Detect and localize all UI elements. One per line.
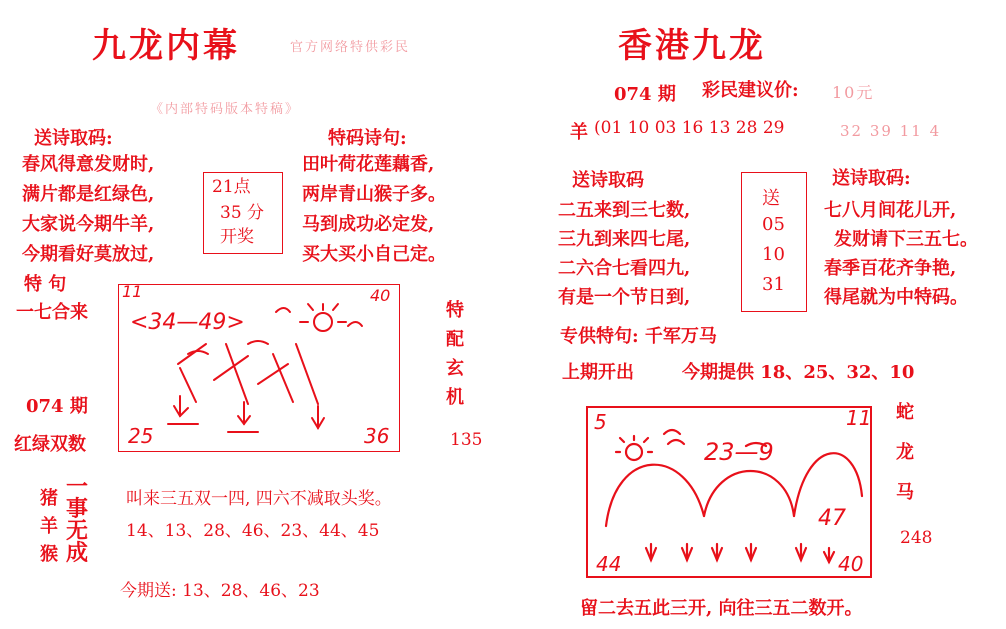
left-side-char: 特 [446, 300, 464, 321]
right-side-char: 蛇 [896, 402, 914, 423]
right-poem-a-line: 二五来到三七数, [558, 200, 691, 221]
right-box-values [762, 184, 785, 304]
left-period: 074 期 [26, 396, 88, 417]
right-sketch-middle: 23—9 [704, 438, 774, 466]
zodiac-item: 猪 [40, 488, 58, 509]
right-poem-b-line: 七八月间花儿开, [824, 200, 957, 221]
right-provide-line: 今期提供 18、25、32、10 [682, 362, 915, 383]
left-poem-b [302, 150, 446, 270]
left-side-char: 机 [446, 387, 464, 408]
right-poem-a [558, 196, 690, 312]
left-poem-a-line: 满片都是红绿色, [22, 184, 155, 205]
right-box-value: 05 [762, 214, 785, 235]
right-special-line: 专供特句: 千军万马 [560, 326, 717, 347]
left-poem-a [22, 150, 154, 270]
right-box-value: 送 [762, 188, 780, 209]
zodiac-item: 猴 [40, 544, 58, 565]
left-poem-a-line: 春风得意发财时, [22, 154, 155, 175]
right-poem-b [824, 196, 978, 312]
sheep-numbers: (01 10 03 16 13 28 29 [594, 118, 785, 138]
stamp-char: 一 [66, 474, 89, 500]
right-box-value: 10 [762, 244, 785, 265]
draw-time-hour: 21点 [212, 177, 251, 197]
right-side-char: 龙 [896, 442, 914, 463]
left-title: 九龙内幕 [92, 26, 240, 66]
left-side-char: 配 [446, 329, 464, 350]
right-sketch-right-num: 47 [818, 506, 846, 531]
left-sketch-corner-bl: 25 [128, 424, 154, 448]
call-line: 叫来三五双一四, 四六不减取头奖。 [126, 489, 392, 509]
left-sketch-range: <34—49> [130, 310, 245, 335]
right-period: 074 期 [614, 84, 676, 105]
right-poem-a-line: 三九到来四七尾, [558, 229, 691, 250]
zodiac-list [40, 484, 58, 568]
right-poem-b-header: 送诗取码: [832, 168, 911, 189]
draw-time-label: 开奖 [220, 227, 254, 247]
right-poem-a-line: 有是一个节日到, [558, 287, 691, 308]
zodiac-item: 羊 [40, 516, 58, 537]
right-box-value: 31 [762, 274, 785, 295]
right-last-label: 上期开出 [562, 362, 634, 383]
stamp-char: 成 [66, 540, 89, 566]
left-side-char: 玄 [446, 358, 464, 379]
right-sketch-corner-tl: 5 [594, 410, 607, 434]
right-side-char: 马 [896, 482, 914, 503]
right-poem-b-line: 得尾就为中特码。 [824, 287, 968, 308]
left-poem-b-line: 两岸青山猴子多。 [302, 184, 446, 205]
right-title: 香港九龙 [618, 26, 766, 66]
sheep-label: 羊 [570, 122, 588, 143]
left-sketch-corner-tl: 11 [122, 282, 143, 301]
left-subtitle: 官方网络特供彩民 [290, 40, 411, 55]
right-sketch-corner-tr: 11 [846, 406, 872, 430]
stamp-char: 事 [66, 496, 89, 522]
send-line: 今期送: 13、28、46、23 [120, 581, 320, 601]
left-side-number: 135 [450, 430, 483, 450]
numbers-line: 14、13、28、46、23、44、45 [126, 521, 380, 541]
stamp-phrase [66, 476, 88, 564]
left-internal-note: 《内部特码版本特稿》 [150, 102, 301, 117]
right-price-label: 彩民建议价: [702, 80, 799, 101]
left-poem-a-line: 今期看好莫放过, [22, 244, 155, 265]
right-poem-b-line: 发财请下三五七。 [834, 229, 978, 250]
left-special-phrase: 一七合来 [16, 302, 88, 323]
left-sketch-drawing [118, 284, 398, 450]
right-side-vertical [896, 398, 914, 518]
left-poem-b-line: 田叶荷花莲藕香, [302, 154, 435, 175]
right-poem-b-line: 春季百花齐争艳, [824, 258, 957, 279]
right-side-number: 248 [900, 528, 933, 548]
stamp-char: 无 [66, 518, 89, 544]
left-poem-b-line: 马到成功必定发, [302, 214, 435, 235]
draw-time-minute: 35 分 [220, 203, 265, 223]
left-sketch-corner-tr: 40 [370, 286, 391, 305]
left-sketch-corner-br: 36 [364, 424, 390, 448]
right-sketch-drawing [586, 406, 868, 574]
left-special-label: 特 句 [24, 274, 67, 295]
right-sketch-corner-br: 40 [838, 552, 864, 576]
right-bottom-line: 留二去五此三开, 向往三五二数开。 [580, 598, 863, 619]
left-poem-b-header: 特码诗句: [328, 128, 407, 149]
left-side-vertical [446, 296, 464, 412]
left-poem-a-header: 送诗取码: [34, 128, 113, 149]
right-sketch-corner-bl: 44 [596, 552, 622, 576]
right-price-value: 10元 [832, 83, 875, 102]
left-poem-b-line: 买大买小自己定。 [302, 244, 446, 265]
right-poem-a-line: 二六合七看四九, [558, 258, 691, 279]
sheep-numbers-faint: 32 39 11 4 [840, 122, 942, 140]
left-poem-a-line: 大家说今期牛羊, [22, 214, 155, 235]
left-color-label: 红绿双数 [14, 434, 86, 455]
right-poem-a-header: 送诗取码 [572, 170, 644, 191]
